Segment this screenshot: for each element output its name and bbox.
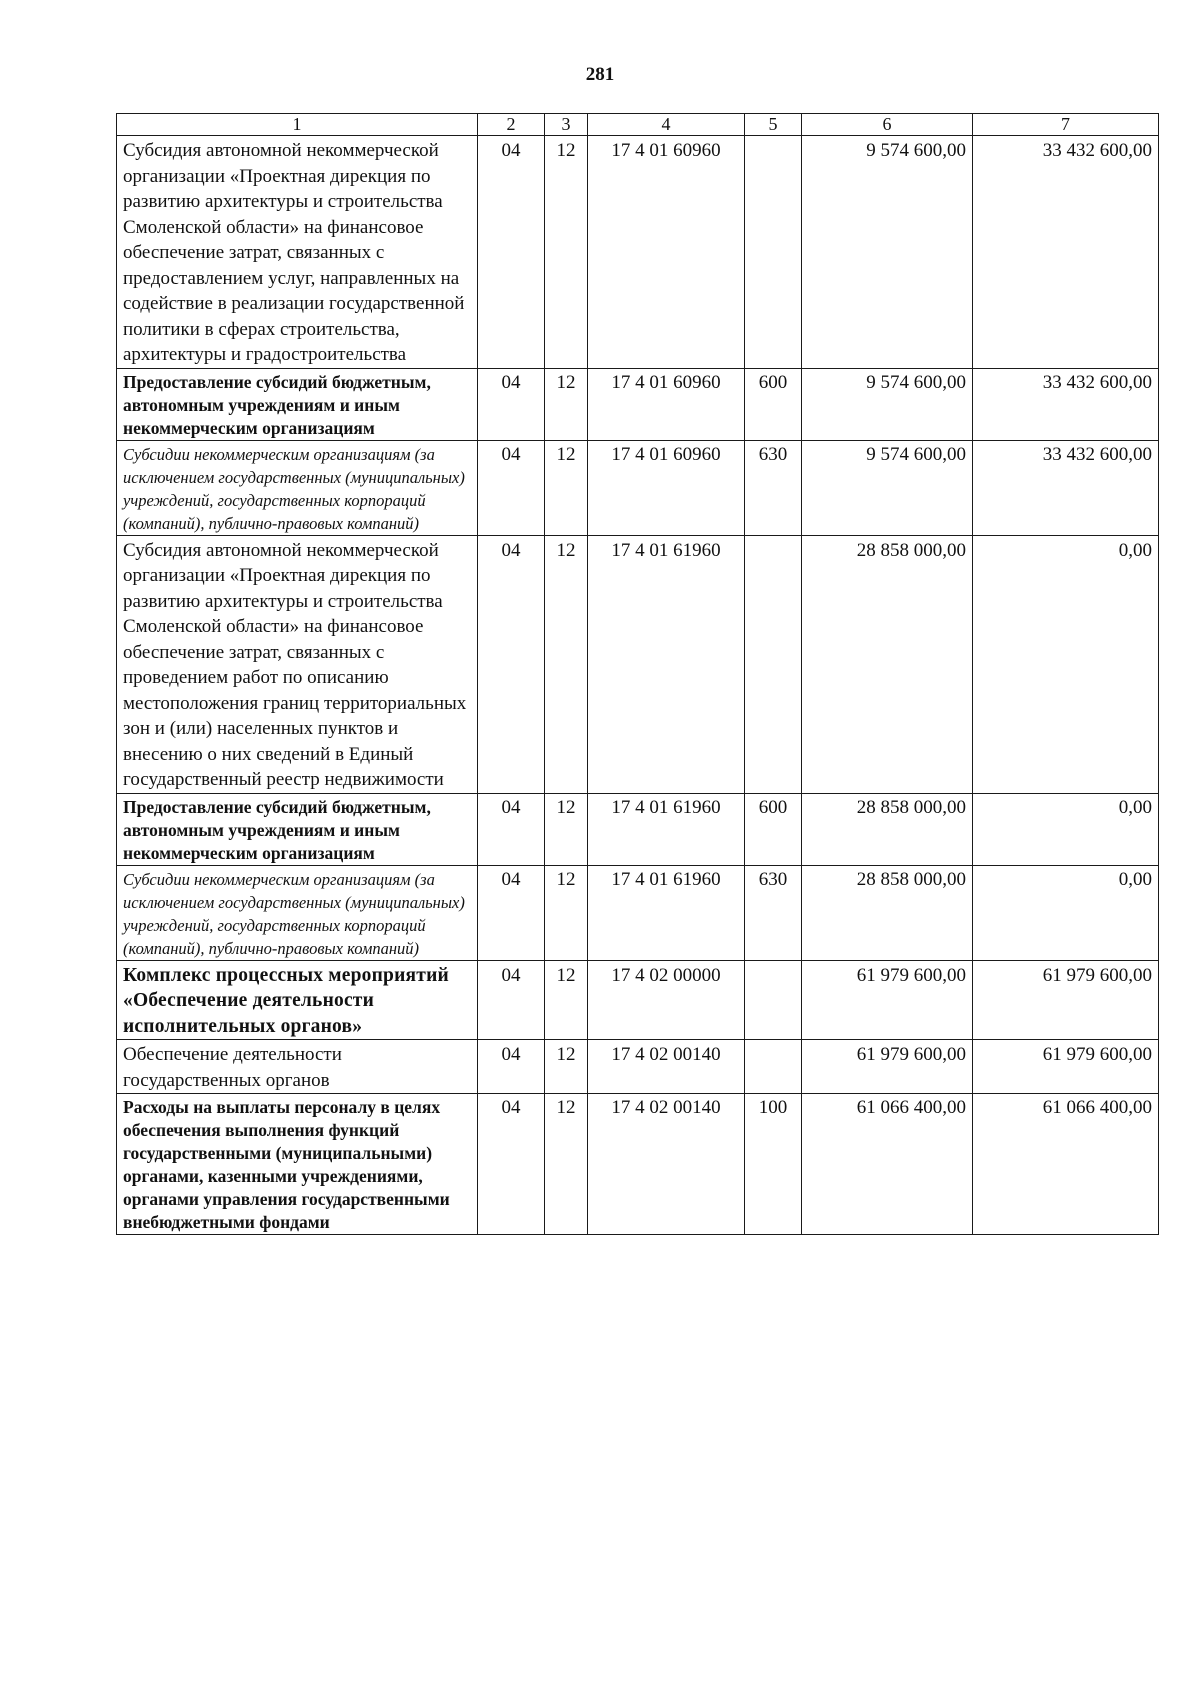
table-header-row xyxy=(117,114,1159,136)
row-amount-1: 61 066 400,00 xyxy=(802,1094,973,1235)
row-name: Субсидия автономной некоммерческой организации «Проектная дирекция по развитию архитектуры и строительства Смоленской области» на финансовое обеспечение затрат, связанных с предоставлением услуг, направленных на содействие в реализации государственной политики в сферах строительства, архитектуры и градостроительства xyxy=(117,136,478,369)
table-row xyxy=(117,368,1159,440)
row-section: 04 xyxy=(478,865,545,960)
row-section: 04 xyxy=(478,793,545,865)
table-row xyxy=(117,793,1159,865)
table-row xyxy=(117,1040,1159,1094)
row-subsection: 12 xyxy=(545,1040,588,1094)
row-section: 04 xyxy=(478,1094,545,1235)
row-expense-type xyxy=(745,960,802,1040)
header-cell-2: 2 xyxy=(478,114,545,136)
row-amount-2: 33 432 600,00 xyxy=(973,368,1159,440)
row-amount-1: 9 574 600,00 xyxy=(802,136,973,369)
row-target-article: 17 4 01 60960 xyxy=(588,440,745,535)
row-amount-1: 9 574 600,00 xyxy=(802,440,973,535)
row-target-article: 17 4 02 00000 xyxy=(588,960,745,1040)
row-target-article: 17 4 02 00140 xyxy=(588,1040,745,1094)
row-expense-type: 100 xyxy=(745,1094,802,1235)
row-amount-2: 61 979 600,00 xyxy=(973,960,1159,1040)
row-name: Расходы на выплаты персоналу в целях обеспечения выполнения функций государственными (муниципальными) органами, казенными учреждениями, органами управления государственными внебюджетными фондами xyxy=(117,1094,478,1235)
row-section: 04 xyxy=(478,535,545,793)
row-subsection: 12 xyxy=(545,535,588,793)
row-amount-1: 28 858 000,00 xyxy=(802,793,973,865)
header-cell-5: 5 xyxy=(745,114,802,136)
row-name: Субсидия автономной некоммерческой организации «Проектная дирекция по развитию архитектуры и строительства Смоленской области» на финансовое обеспечение затрат, связанных с проведением работ по описанию местоположения границ территориальных зон и (или) населенных пунктов и внесению о них сведений в Единый государственный реестр недвижимости xyxy=(117,535,478,793)
row-expense-type: 600 xyxy=(745,793,802,865)
row-amount-2: 33 432 600,00 xyxy=(973,440,1159,535)
row-amount-1: 61 979 600,00 xyxy=(802,1040,973,1094)
row-section: 04 xyxy=(478,1040,545,1094)
page-number: 281 xyxy=(585,64,615,85)
row-amount-1: 28 858 000,00 xyxy=(802,865,973,960)
row-name: Комплекс процессных мероприятий «Обеспечение деятельности исполнительных органов» xyxy=(117,960,478,1040)
row-name: Предоставление субсидий бюджетным, автономным учреждениям и иным некоммерческим организациям xyxy=(117,793,478,865)
budget-table xyxy=(116,113,1159,1235)
row-subsection: 12 xyxy=(545,865,588,960)
row-target-article: 17 4 01 61960 xyxy=(588,865,745,960)
row-subsection: 12 xyxy=(545,440,588,535)
row-target-article: 17 4 02 00140 xyxy=(588,1094,745,1235)
row-subsection: 12 xyxy=(545,136,588,369)
row-section: 04 xyxy=(478,136,545,369)
table-row xyxy=(117,440,1159,535)
header-cell-4: 4 xyxy=(588,114,745,136)
row-amount-1: 61 979 600,00 xyxy=(802,960,973,1040)
row-name: Предоставление субсидий бюджетным, автономным учреждениям и иным некоммерческим организациям xyxy=(117,368,478,440)
table-row xyxy=(117,535,1159,793)
row-target-article: 17 4 01 61960 xyxy=(588,535,745,793)
header-cell-1: 1 xyxy=(117,114,478,136)
row-name: Обеспечение деятельности государственных органов xyxy=(117,1040,478,1094)
table-row xyxy=(117,960,1159,1040)
row-amount-2: 33 432 600,00 xyxy=(973,136,1159,369)
row-amount-1: 9 574 600,00 xyxy=(802,368,973,440)
row-expense-type: 600 xyxy=(745,368,802,440)
row-amount-2: 0,00 xyxy=(973,793,1159,865)
row-target-article: 17 4 01 60960 xyxy=(588,136,745,369)
row-section: 04 xyxy=(478,960,545,1040)
row-expense-type xyxy=(745,1040,802,1094)
table-row xyxy=(117,1094,1159,1235)
row-subsection: 12 xyxy=(545,368,588,440)
row-name: Субсидии некоммерческим организациям (за исключением государственных (муниципальных) учреждений, государственных корпораций (компаний), публично-правовых компаний) xyxy=(117,440,478,535)
row-expense-type: 630 xyxy=(745,440,802,535)
row-amount-2: 0,00 xyxy=(973,535,1159,793)
row-expense-type xyxy=(745,535,802,793)
row-section: 04 xyxy=(478,368,545,440)
row-amount-2: 0,00 xyxy=(973,865,1159,960)
row-target-article: 17 4 01 61960 xyxy=(588,793,745,865)
table-row xyxy=(117,136,1159,369)
header-cell-3: 3 xyxy=(545,114,588,136)
header-cell-6: 6 xyxy=(802,114,973,136)
row-expense-type: 630 xyxy=(745,865,802,960)
row-amount-1: 28 858 000,00 xyxy=(802,535,973,793)
row-expense-type xyxy=(745,136,802,369)
row-subsection: 12 xyxy=(545,960,588,1040)
row-subsection: 12 xyxy=(545,793,588,865)
row-target-article: 17 4 01 60960 xyxy=(588,368,745,440)
row-section: 04 xyxy=(478,440,545,535)
table-row xyxy=(117,865,1159,960)
row-name: Субсидии некоммерческим организациям (за исключением государственных (муниципальных) учреждений, государственных корпораций (компаний), публично-правовых компаний) xyxy=(117,865,478,960)
header-cell-7: 7 xyxy=(973,114,1159,136)
row-subsection: 12 xyxy=(545,1094,588,1235)
row-amount-2: 61 066 400,00 xyxy=(973,1094,1159,1235)
row-amount-2: 61 979 600,00 xyxy=(973,1040,1159,1094)
